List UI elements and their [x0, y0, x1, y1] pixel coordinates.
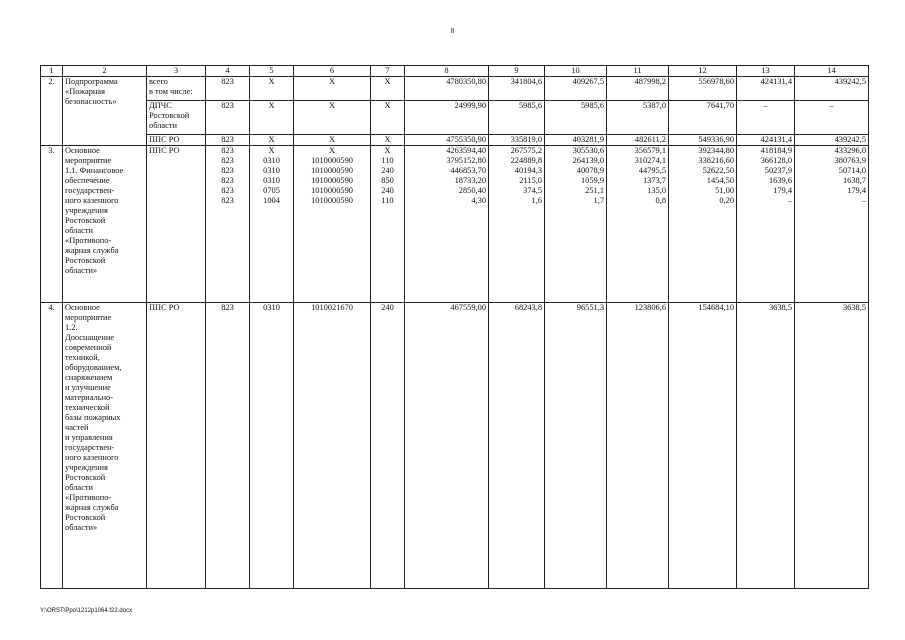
amount-year-col: [669, 146, 737, 303]
value-line: 1638,7: [842, 176, 866, 185]
value-line: 1010000590: [311, 196, 353, 205]
value-line: 4,30: [471, 196, 486, 205]
amount-year: 439242,5: [795, 77, 869, 101]
value-line: 135,0: [647, 186, 666, 195]
value-line: 310274,1: [634, 156, 666, 165]
value-line: 392344,80: [698, 146, 734, 155]
vr-code-col: [371, 146, 405, 303]
value-line: X: [268, 146, 275, 155]
value-line: 0,20: [719, 196, 734, 205]
row-number: 4.: [41, 303, 63, 589]
value-line: 50714,0: [838, 166, 866, 175]
amount-year: –: [795, 101, 869, 135]
row-number: 2.: [41, 77, 63, 146]
value-line: 1059,9: [580, 176, 604, 185]
table-row: [41, 135, 869, 146]
amount-year: 5985,6: [489, 101, 545, 135]
value-line: 1,7: [593, 196, 604, 205]
value-line: 1004: [263, 196, 280, 205]
value-line: 0,8: [655, 196, 666, 205]
value-line: 446853,70: [450, 166, 486, 175]
file-path: Y:\ORST\Ppo\1212p1064.f22.docx: [40, 608, 133, 614]
page-number: 8: [450, 27, 455, 35]
value-line: 50237,9: [764, 166, 792, 175]
program-name: Подпрограмма «Пожарная безопасность»: [63, 77, 147, 146]
amount-year: 96551,3: [545, 303, 607, 589]
grbs-code: 823: [206, 101, 250, 135]
amount-total: 4780350,80: [405, 77, 489, 101]
amount-year: 7641,70: [669, 101, 737, 135]
value-line: 18733,20: [454, 176, 486, 185]
value-line: 1010000590: [311, 156, 353, 165]
value-line: 240: [381, 186, 394, 195]
csr-code: X: [294, 77, 371, 101]
amount-year: 403281,9: [545, 135, 607, 146]
value-line: 40194,3: [514, 166, 542, 175]
value-line: 2115,0: [519, 176, 542, 185]
value-line: 823: [221, 146, 234, 155]
csr-code: 1010021670: [294, 303, 371, 589]
amount-year: –: [737, 101, 795, 135]
amount-year: 409267,5: [545, 77, 607, 101]
amount-total-col: [405, 146, 489, 303]
value-line: 0310: [263, 176, 280, 185]
executor: всего в том числе:: [147, 77, 206, 101]
value-line: 823: [221, 156, 234, 165]
budget-table: [40, 65, 869, 589]
value-line: 2850,40: [458, 186, 486, 195]
header-cell: 3: [147, 66, 206, 77]
value-line: 0310: [263, 166, 280, 175]
amount-year-col: [545, 146, 607, 303]
executor: ППС РО: [147, 303, 206, 589]
value-line: 0310: [263, 156, 280, 165]
rzpr-code: X: [250, 135, 294, 146]
amount-year: 3638,5: [795, 303, 869, 589]
table-row: [41, 77, 869, 101]
csr-code: X: [294, 101, 371, 135]
grbs-code: 823: [206, 135, 250, 146]
amount-year: 5387,0: [607, 101, 669, 135]
vr-code: X: [371, 101, 405, 135]
header-row: [41, 66, 869, 77]
table-row: [41, 101, 869, 135]
amount-year: 482611,2: [607, 135, 669, 146]
amount-year-col: [795, 146, 869, 303]
value-line: 240: [381, 166, 394, 175]
rzpr-code-col: [250, 146, 294, 303]
value-line: 4263594,40: [446, 146, 486, 155]
rzpr-code: X: [250, 101, 294, 135]
value-line: 418184,9: [760, 146, 792, 155]
header-cell: 11: [607, 66, 669, 77]
amount-year: 335819,0: [489, 135, 545, 146]
value-line: 1010000590: [311, 186, 353, 195]
value-line: 366128,0: [760, 156, 792, 165]
value-line: 374,5: [523, 186, 542, 195]
grbs-code-col: [206, 146, 250, 303]
value-line: 224889,8: [510, 156, 542, 165]
amount-year-col: [489, 146, 545, 303]
header-cell: 6: [294, 66, 371, 77]
header-cell: 12: [669, 66, 737, 77]
value-line: 264139,0: [572, 156, 604, 165]
value-line: 179,4: [847, 186, 866, 195]
value-line: 850: [381, 176, 394, 185]
value-line: 1639,6: [768, 176, 792, 185]
value-line: 110: [381, 156, 394, 165]
row-number: 3.: [41, 146, 63, 303]
value-line: 0705: [263, 186, 280, 195]
executor: ППС РО: [147, 146, 206, 303]
value-line: 251,1: [585, 186, 604, 195]
amount-year: 3638,5: [737, 303, 795, 589]
value-line: X: [384, 146, 391, 155]
header-cell: 9: [489, 66, 545, 77]
value-line: 1,6: [531, 196, 542, 205]
table-row: [41, 303, 869, 589]
value-line: 267575,2: [510, 146, 542, 155]
amount-year: 424131,4: [737, 77, 795, 101]
grbs-code: 823: [206, 77, 250, 101]
amount-year: 439242,5: [795, 135, 869, 146]
vr-code: X: [371, 77, 405, 101]
executor: ППС РО: [147, 135, 206, 146]
rzpr-code: 0310: [250, 303, 294, 589]
value-line: 179,4: [773, 186, 792, 195]
value-line: –: [787, 196, 792, 205]
amount-year: 549336,90: [669, 135, 737, 146]
amount-total: 4755350,90: [405, 135, 489, 146]
value-line: 1010000590: [311, 176, 353, 185]
vr-code: X: [371, 135, 405, 146]
value-line: 1454,50: [706, 176, 734, 185]
value-line: 338216,60: [698, 156, 734, 165]
value-line: 1373,7: [642, 176, 666, 185]
amount-year: 123806,6: [607, 303, 669, 589]
header-cell: 10: [545, 66, 607, 77]
header-cell: 1: [41, 66, 63, 77]
value-line: 40078,9: [576, 166, 604, 175]
table-row: [41, 146, 869, 303]
value-line: X: [328, 146, 336, 155]
grbs-code: 823: [206, 303, 250, 589]
amount-total: 467559,00: [405, 303, 489, 589]
amount-year-col: [607, 146, 669, 303]
activity-name: Основное мероприятие 1.2. Дооснащение современной техникой, оборудованием, снаряжением и улучшение материально- технической базы пожарных частей и управления государствен- ного казенного учреждения Ростовской области «Противопо- жарная служба Ростовской области»: [63, 303, 147, 589]
header-cell: 14: [795, 66, 869, 77]
value-line: 44795,5: [638, 166, 666, 175]
value-line: 3795152,80: [446, 156, 486, 165]
value-line: 380763,9: [834, 156, 866, 165]
header-cell: 13: [737, 66, 795, 77]
vr-code: 240: [371, 303, 405, 589]
executor: ДПЧС Ростовской области: [147, 101, 206, 135]
value-line: 51,00: [715, 186, 734, 195]
amount-year: 556978,60: [669, 77, 737, 101]
value-line: 110: [381, 196, 394, 205]
amount-year-col: [737, 146, 795, 303]
amount-year: 68243,8: [489, 303, 545, 589]
amount-year: 154684,10: [669, 303, 737, 589]
rzpr-code: X: [250, 77, 294, 101]
value-line: 823: [221, 176, 234, 185]
value-line: 823: [221, 196, 234, 205]
amount-year: 424131,4: [737, 135, 795, 146]
header-cell: 8: [405, 66, 489, 77]
header-cell: 2: [63, 66, 147, 77]
header-cell: 5: [250, 66, 294, 77]
amount-total: 24999,90: [405, 101, 489, 135]
value-line: 433296,0: [834, 146, 866, 155]
amount-year: 341804,6: [489, 77, 545, 101]
value-line: 52622,50: [702, 166, 734, 175]
header-cell: 7: [371, 66, 405, 77]
value-line: 823: [221, 186, 234, 195]
amount-year: 487998,2: [607, 77, 669, 101]
value-line: 305530,6: [572, 146, 604, 155]
value-line: 356579,1: [634, 146, 666, 155]
value-line: 1010000590: [311, 166, 353, 175]
csr-code-col: [294, 146, 371, 303]
header-cell: 4: [206, 66, 250, 77]
activity-name: Основное мероприятие 1.1. Финансовое обеспечение государствен- ного казенного учреждения Ростовской области «Противопо- жарная служба Ростовской области»: [63, 146, 147, 303]
value-line: –: [861, 196, 866, 205]
value-line: 823: [221, 166, 234, 175]
csr-code: X: [294, 135, 371, 146]
amount-year: 5985,6: [545, 101, 607, 135]
